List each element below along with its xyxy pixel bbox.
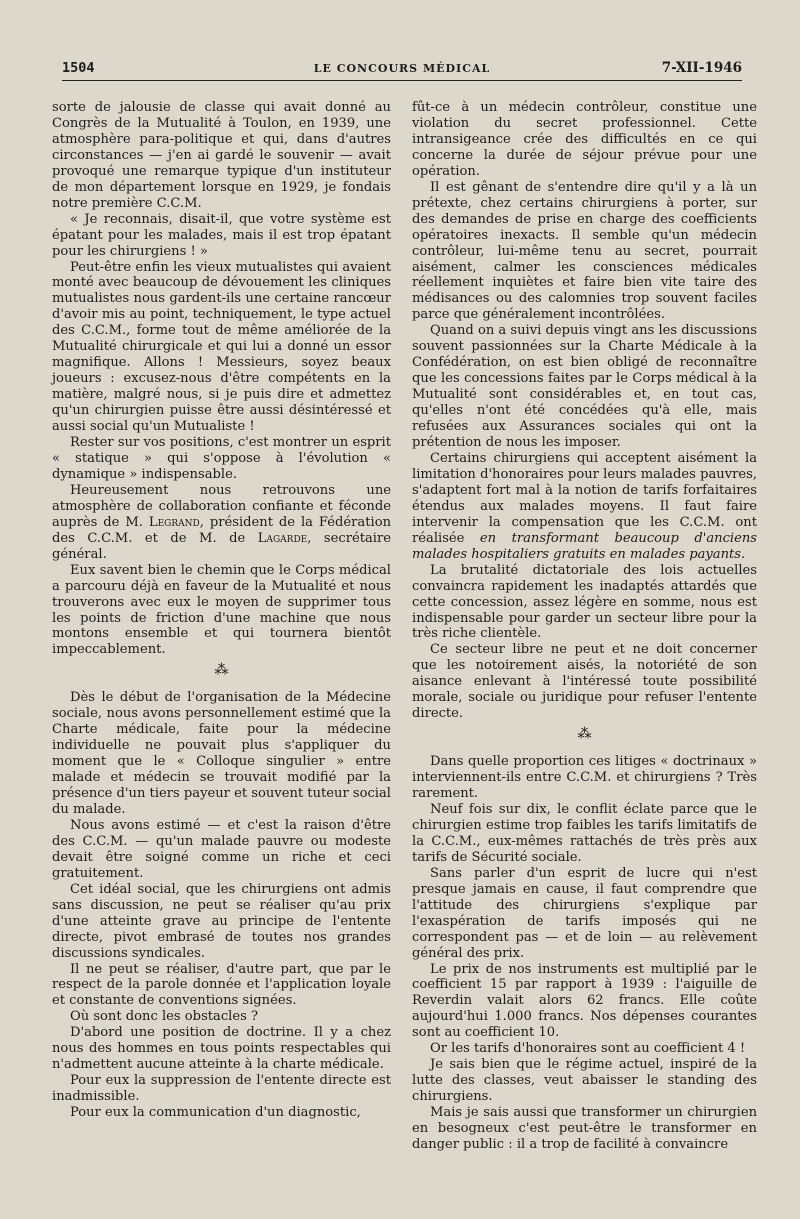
paragraph-text: , secrétaire général. [52, 530, 391, 562]
paragraph [52, 483, 391, 563]
person-name: Legrand [148, 514, 200, 530]
paragraph: Nous avons estimé — et c'est la raison d'être des C.C.M. — qu'un malade pauvre ou modeste devait être soigné comme un riche et ceci gratuitement. [52, 817, 391, 881]
paragraph: Cet idéal social, que les chirurgiens ont admis sans discussion, ne peut se réaliser qu'au prix d'une atteinte grave au principe de l'entente directe, pivot embrasé de toutes nos grandes discussions syndicales. [52, 881, 391, 961]
paragraph: Peut-être enfin les vieux mutualistes qui avaient monté avec beaucoup de dévouement les cliniques mutualistes nous gardent-ils une certaine rancœur d'avoir mis au point, techniquement, le type actuel des C.C.M., forme tout de même améliorée de la Mutualité chirurgicale et qui lui a donné un essor magnifique. Allons ! Messieurs, soyez beaux joueurs : excusez-nous d'être compétents en la matière, malgré nous, si je puis dire et admettez qu'un chirurgien puisse être aussi désintéressé et aussi social qu'un Mutualiste ! [52, 259, 391, 435]
paragraph: Pour eux la communication d'un diagnostic, [70, 1105, 361, 1121]
right-column [412, 100, 757, 1153]
section-separator: ⁂ [214, 662, 229, 679]
paragraph: sorte de jalousie de classe qui avait donné au Congrès de la Mutualité à Toulon, en 1939, une atmosphère para-politique et qui, dans d'autres circonstances — j'en ai gardé le souvenir — avait provoqué une remarque typique d'un instituteur de mon département lorsque en 1929, je fondais notre première C.C.M. [52, 100, 391, 211]
paragraph: Où sont donc les obstacles ? [70, 1009, 259, 1025]
paragraph: « Je reconnais, disait-il, que votre système est épatant pour les malades, mais il est trop épatant pour les chirurgiens ! » [52, 211, 391, 259]
paragraph: Rester sur vos positions, c'est montrer un esprit « statique » qui s'oppose à l'évolution « dynamique » indispensable. [52, 435, 391, 482]
paragraph: Quand on a suivi depuis vingt ans les discussions souvent passionnées sur la Charte Médicale à la Confédération, on est bien obligé de reconnaître que les concessions faites par le Corps médical à la Mutualité sont considérables et, en tout cas, qu'elles n'ont été concédées qu'à elle, mais refusées aux Assurances sociales qui ont la prétention de nous les imposer. [412, 323, 757, 451]
paragraph [412, 451, 757, 563]
paragraph: fût-ce à un médecin contrôleur, constitue une violation du secret professionnel. Cette intransigeance crée des difficultés en ce qui concerne la durée de séjour prévue pour une opération. [412, 100, 757, 179]
issue-date: 7-XII-1946 [661, 60, 742, 76]
paragraph-text: , président de la Fédération des C.C.M. et de M. de [52, 514, 392, 546]
paragraph: Or les tarifs d'honoraires sont au coefficient 4 ! [430, 1041, 746, 1057]
person-name: Lagarde [257, 530, 308, 546]
paragraph: Eux savent bien le chemin que le Corps médical a parcouru déjà en faveur de la Mutualité et nous trouverons avec eux le moyen de supprimer tous les points de friction d'une machine que nous montons ensemble et qui tournera bientôt impeccablement. [52, 562, 391, 658]
paragraph: Le prix de nos instruments est multiplié par le coefficient 15 par rapport à 1939 : l'aiguille de Reverdin valait alors 62 francs. Elle coûte aujourd'hui 1.000 francs. Nos dépenses courantes sont au coefficient 10. [412, 961, 757, 1041]
paragraph: La brutalité dictatoriale des lois actuelles convaincra rapidement les inadaptés attardés que cette concession, assez légère en somme, nous est indispensable pour garder un secteur libre pour la très riche clientèle. [412, 562, 757, 642]
paragraph: Neuf fois sur dix, le conflit éclate parce que le chirurgien estime trop faibles les tarifs limitatifs de la C.C.M., eux-mêmes rattachés de très près aux tarifs de Sécurité sociale. [412, 801, 757, 865]
header-rule [62, 80, 742, 81]
page-header [62, 56, 742, 78]
paragraph: Dès le début de l'organisation de la Médecine sociale, nous avons personnellement estimé que la Charte médicale, faite pour la médecine individuelle ne pouvait plus s'appliquer du moment que le « Colloque singulier » entre malade et médecin se trouvait modifié par la présence d'un tiers payeur et souvent tuteur social du malade. [52, 690, 391, 817]
paragraph: Pour eux la suppression de l'entente directe est inadmissible. [52, 1073, 391, 1105]
paragraph: Il ne peut se réaliser, d'autre part, que par le respect de la parole donnée et l'application loyale et constante de conventions signées. [52, 961, 391, 1009]
page-number: 1504 [62, 60, 95, 76]
journal-title: LE CONCOURS MÉDICAL [313, 62, 491, 75]
left-column [52, 100, 391, 1121]
paragraph: Ce secteur libre ne peut et ne doit concerner que les notoirement aisés, la notoriété de son aisance enlevant à l'intéressé toute possibilité morale, sociale ou juridique pour refuser l'entente directe. [412, 642, 757, 722]
paragraph-text: Heureusement nous retrouvons une atmosphère de collaboration confiante et féconde auprès de M. [52, 482, 391, 530]
emphasis-text: en transformant beaucoup d'anciens malades hospitaliers gratuits en malades payants. [412, 530, 757, 562]
paragraph: Sans parler d'un esprit de lucre qui n'est presque jamais en cause, il faut comprendre que l'attitude des chirurgiens s'explique par l'exaspération de tarifs imposés qui ne correspondent pas — et de loin — au relèvement général des prix. [412, 865, 757, 961]
paragraph: Dans quelle proportion ces litiges « doctrinaux » interviennent-ils entre C.C.M. et chirurgiens ? Très rarement. [412, 754, 757, 802]
section-separator: ⁂ [577, 726, 592, 743]
paragraph: D'abord une position de doctrine. Il y a chez nous des hommes en tous points respectables qui n'admettent aucune atteinte à la charte médicale. [52, 1025, 391, 1073]
paragraph-text: Certains chirurgiens qui acceptent aisément la limitation d'honoraires pour leurs malades pauvres, s'adaptent fort mal à la notion de tarifs forfaitaires étendus aux malades moyens. Il faut faire intervenir la compensation que les C.C.M. ont réalisée [412, 450, 757, 546]
paragraph: Il est gênant de s'entendre dire qu'il y a là un prétexte, chez certains chirurgiens à porter, sur des demandes de prise en charge des coefficients opératoires inexacts. Il semble qu'un médecin contrôleur, lui-même tenu au secret, pourrait aisément, calmer les consciences médicales réellement inquiètes et faire bien vite taire des médisances ou des calomnies trop souvent faciles parce que généralement incontrôlées. [412, 179, 757, 323]
paragraph: Je sais bien que le régime actuel, inspiré de la lutte des classes, veut abaisser le standing des chirurgiens. [412, 1057, 757, 1105]
paragraph: Mais je sais aussi que transformer un chirurgien en besogneux c'est peut-être le transformer en danger public : il a trop de facilité à convaincre [412, 1105, 757, 1152]
